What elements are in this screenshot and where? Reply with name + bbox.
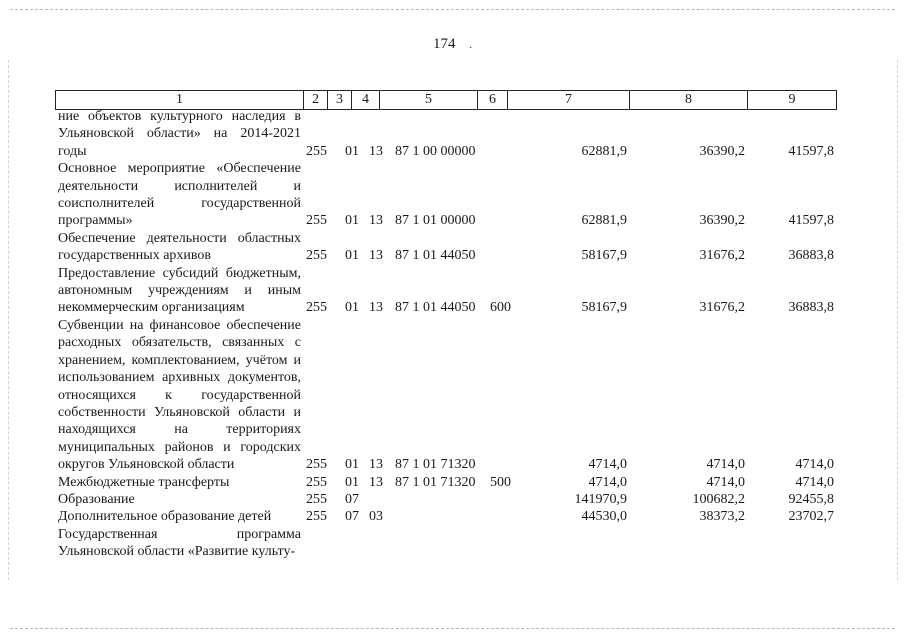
row-col-2: 255 xyxy=(306,143,327,159)
row-col-4 xyxy=(361,491,389,508)
column-header-2: 2 xyxy=(304,91,328,110)
row-col-9: 4714,0 xyxy=(795,457,834,473)
budget-table xyxy=(58,108,834,561)
scan-right-edge xyxy=(897,60,898,580)
row-col-8: 31676,2 xyxy=(699,248,745,264)
row-col-7: 62881,9 xyxy=(581,143,627,159)
row-col-8: 100682,2 xyxy=(692,491,745,507)
row-name: Межбюджетные трансферты xyxy=(58,474,230,490)
row-col-6: 600 xyxy=(490,300,511,316)
row-col-7: 141970,9 xyxy=(574,491,627,507)
table-row xyxy=(58,265,834,317)
column-header-1: 1 xyxy=(56,91,304,110)
page-number xyxy=(0,36,905,53)
row-col-9: 41597,8 xyxy=(788,213,834,229)
row-col-6 xyxy=(487,491,523,508)
row-name: Дополнительное образование детей xyxy=(58,509,272,525)
row-col-9: 23702,7 xyxy=(788,509,834,525)
page-number-value: 174 xyxy=(433,36,456,52)
row-col-7: 58167,9 xyxy=(581,248,627,264)
row-col-5 xyxy=(389,508,487,525)
row-col-7: 4714,0 xyxy=(588,457,627,473)
row-col-8: 38373,2 xyxy=(699,509,745,525)
row-col-3: 01 xyxy=(345,213,359,229)
row-col-4: 13 xyxy=(369,248,383,264)
row-col-9: 36883,8 xyxy=(788,300,834,316)
row-col-6 xyxy=(487,508,523,525)
column-header-row xyxy=(56,91,837,110)
column-header-4: 4 xyxy=(352,91,380,110)
row-col-3: 01 xyxy=(345,457,359,473)
row-col-4: 03 xyxy=(369,509,383,525)
row-col-9: 41597,8 xyxy=(788,143,834,159)
row-col-4: 13 xyxy=(369,213,383,229)
scan-left-edge xyxy=(8,60,9,580)
row-col-9: 92455,8 xyxy=(788,491,834,507)
row-col-8: 36390,2 xyxy=(699,143,745,159)
row-col-9: 4714,0 xyxy=(795,474,834,490)
row-col-7: 58167,9 xyxy=(581,300,627,316)
row-col-7: 4714,0 xyxy=(588,474,627,490)
column-header-5: 5 xyxy=(380,91,478,110)
row-col-2: 255 xyxy=(306,213,327,229)
row-col-7 xyxy=(523,526,627,561)
column-header-table xyxy=(55,90,837,110)
column-header-6: 6 xyxy=(478,91,508,110)
scan-top-edge xyxy=(10,9,895,10)
row-name: Обеспечение деятельности областных государственных архивов xyxy=(58,230,301,264)
row-col-6: 500 xyxy=(490,474,511,490)
row-col-3: 01 xyxy=(345,248,359,264)
row-col-3 xyxy=(335,526,361,561)
row-col-5 xyxy=(389,526,487,561)
row-col-3: 07 xyxy=(345,509,359,525)
row-col-6 xyxy=(487,230,523,265)
row-col-2: 255 xyxy=(306,457,327,473)
row-col-3: 01 xyxy=(345,474,359,490)
row-col-5: 87 1 01 44050 xyxy=(395,300,476,316)
row-name: Предоставление субсидий бюджетным, автономным учреждениям и иным некоммерческим организациям xyxy=(58,265,301,316)
row-col-8: 4714,0 xyxy=(706,474,745,490)
row-name: Образование xyxy=(58,491,135,507)
row-col-7: 44530,0 xyxy=(581,509,627,525)
table-row xyxy=(58,230,834,265)
row-col-9 xyxy=(745,526,834,561)
row-col-8: 31676,2 xyxy=(699,300,745,316)
column-header-7: 7 xyxy=(508,91,630,110)
row-col-6 xyxy=(487,160,523,230)
row-col-6 xyxy=(487,317,523,474)
row-col-6 xyxy=(487,526,523,561)
column-header-9: 9 xyxy=(748,91,837,110)
row-col-2: 255 xyxy=(306,474,327,490)
row-name: Субвенции на финансовое обеспечение расходных обязательств, связанных с хранением, комплектованием, учётом и использованием архивных документов, относящихся к государственной собственности Ульяновской области и находящихся на территориях муниципальных районов и городских округов Ульяновской области xyxy=(58,317,301,473)
row-col-3: 01 xyxy=(345,143,359,159)
table-row xyxy=(58,491,834,508)
row-col-5: 87 1 00 00000 xyxy=(395,143,476,159)
page-mark: . xyxy=(469,40,472,51)
row-col-5 xyxy=(389,491,487,508)
column-header-3: 3 xyxy=(328,91,352,110)
row-col-7: 62881,9 xyxy=(581,213,627,229)
table-row xyxy=(58,526,834,561)
row-col-2: 255 xyxy=(306,300,327,316)
row-col-4 xyxy=(361,526,389,561)
row-col-4: 13 xyxy=(369,474,383,490)
table-row xyxy=(58,317,834,474)
row-name: Государственная программа Ульяновской области «Развитие культу- xyxy=(58,526,301,560)
row-col-2: 255 xyxy=(306,248,327,264)
column-header-8: 8 xyxy=(630,91,748,110)
scan-bottom-edge xyxy=(10,628,895,629)
row-col-4: 13 xyxy=(369,457,383,473)
table-row xyxy=(58,108,834,160)
row-col-4: 13 xyxy=(369,300,383,316)
row-col-6 xyxy=(487,108,523,160)
row-col-5: 87 1 01 44050 xyxy=(395,248,476,264)
row-col-5: 87 1 01 71320 xyxy=(395,474,476,490)
row-col-8: 36390,2 xyxy=(699,213,745,229)
row-col-5: 87 1 01 71320 xyxy=(395,457,476,473)
row-col-2 xyxy=(305,526,335,561)
row-col-5: 87 1 01 00000 xyxy=(395,213,476,229)
table-row xyxy=(58,508,834,525)
row-col-8: 4714,0 xyxy=(706,457,745,473)
row-col-8 xyxy=(627,526,745,561)
row-name: Основное мероприятие «Обеспечение деятельности исполнителей и соисполнителей государственной программы» xyxy=(58,161,301,229)
row-col-3: 01 xyxy=(345,300,359,316)
row-col-4: 13 xyxy=(369,143,383,159)
row-col-2: 255 xyxy=(306,491,327,507)
table-row xyxy=(58,474,834,491)
row-col-2: 255 xyxy=(306,509,327,525)
row-col-3: 07 xyxy=(345,491,359,507)
table-row xyxy=(58,160,834,230)
row-col-9: 36883,8 xyxy=(788,248,834,264)
row-name: ние объектов культурного наследия в Ульяновской области» на 2014-2021 годы xyxy=(58,109,301,159)
